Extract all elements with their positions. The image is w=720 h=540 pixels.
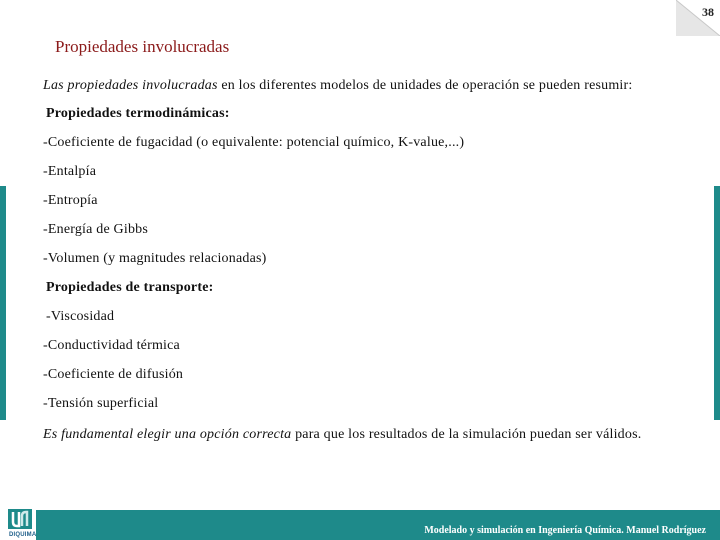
left-accent-bar: [0, 186, 6, 420]
list-item: -Entropía: [43, 193, 98, 208]
page-number: 38: [702, 5, 714, 19]
list-item: -Entalpía: [43, 164, 97, 179]
slide-title: Propiedades involucradas: [55, 37, 230, 56]
transport-heading: Propiedades de transporte:: [46, 280, 214, 295]
list-item: -Coeficiente de difusión: [43, 367, 184, 382]
intro-text: en los diferentes modelos de unidades de operación se pueden resumir:: [217, 78, 633, 93]
conclusion-paragraph: [43, 426, 683, 444]
slide-content: [43, 77, 683, 444]
list-item: -Tensión superficial: [43, 396, 159, 411]
footer-text: Modelado y simulación en Ingeniería Química. Manuel Rodríguez: [424, 525, 706, 536]
list-item: -Viscosidad: [46, 309, 115, 324]
university-logo: [6, 508, 36, 538]
logo-label: DIQUIMA: [9, 532, 37, 538]
conclusion-text: para que los resultados de la simulación puedan ser válidos.: [291, 427, 642, 442]
conclusion-italic: Es fundamental elegir una opción correcta: [43, 427, 292, 442]
thermo-heading: Propiedades termodinámicas:: [46, 106, 230, 121]
list-item: -Conductividad térmica: [43, 338, 180, 353]
list-item: -Energía de Gibbs: [43, 222, 149, 237]
footer-bar: [36, 510, 720, 540]
right-accent-bar: [714, 186, 720, 420]
logo-icon: [6, 508, 36, 532]
list-item: -Coeficiente de fugacidad (o equivalente: potencial químico, K-value,...): [43, 135, 465, 150]
list-item: -Volumen (y magnitudes relacionadas): [43, 251, 267, 266]
intro-italic: Las propiedades involucradas: [43, 78, 218, 93]
intro-paragraph: [43, 77, 683, 95]
